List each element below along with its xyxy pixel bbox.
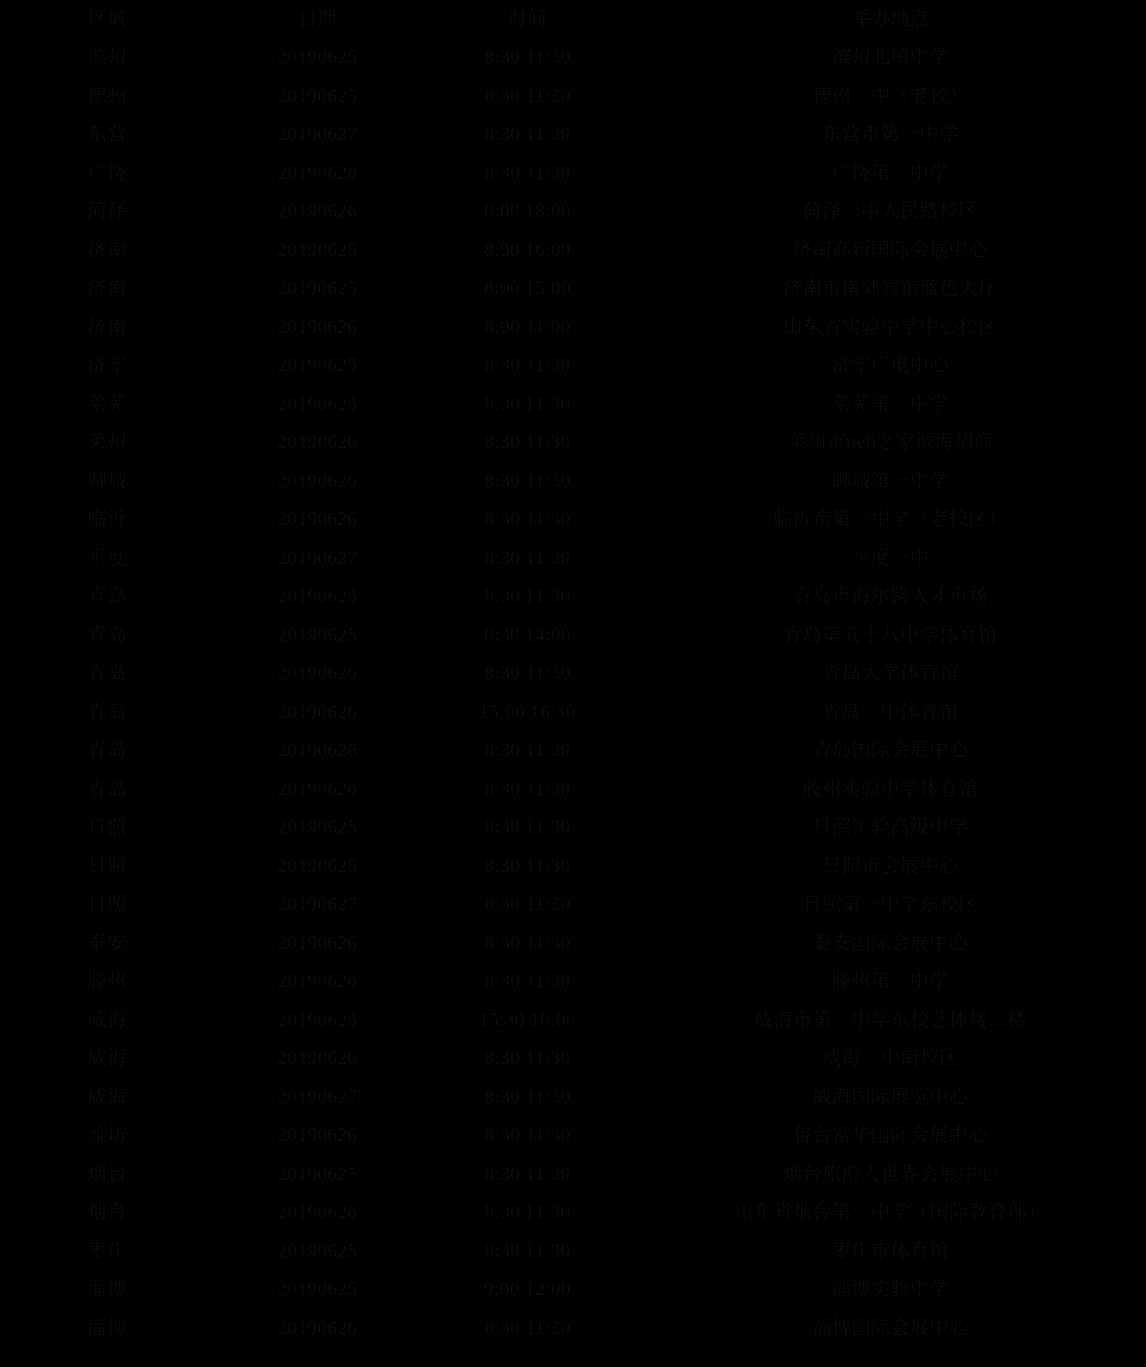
cell-venue: 青岛二中体育馆	[822, 701, 959, 723]
cell-region: 青岛	[87, 778, 128, 800]
cell-date: 20190626	[277, 932, 358, 954]
cell-time: 8:30 11:30	[484, 1202, 571, 1224]
cell-venue: 青岛国际会展中心	[812, 740, 969, 762]
cell-venue: 莱州市ней之家源海招商	[787, 432, 994, 454]
table-row	[0, 501, 1146, 540]
cell-venue: 威海国际展览中心	[812, 1086, 969, 1108]
cell-time: 8:30 11:30	[484, 509, 571, 531]
cell-region: 潍坊	[87, 1125, 128, 1147]
cell-venue: 济南高新国际会展中心	[792, 239, 988, 261]
cell-venue: 济宁广电中心	[831, 355, 949, 377]
cell-region: 滨州	[87, 47, 128, 69]
table-row	[0, 732, 1146, 771]
column-header-venue: 举办地点	[852, 8, 929, 30]
table-row	[0, 39, 1146, 78]
cell-venue: 日照实验高级中学	[812, 817, 969, 839]
cell-region: 济南	[87, 316, 128, 338]
table-row	[0, 539, 1146, 578]
column-header-time: 时间	[508, 8, 547, 30]
cell-time: 8:30 11:30	[484, 855, 571, 877]
cell-region: 青岛	[87, 740, 128, 762]
table-row	[0, 655, 1146, 694]
table-row	[0, 116, 1146, 155]
cell-region: 日照	[87, 817, 128, 839]
cell-venue: 山东省实验中学中心校区	[783, 316, 998, 338]
cell-time: 8:30 11:30	[484, 162, 571, 184]
cell-venue: 胶州实验中学体育馆	[802, 778, 979, 800]
cell-venue: 泰安国际会展中心	[812, 932, 969, 954]
cell-time: 8:30 11:30	[484, 971, 571, 993]
cell-venue: 莱芜第一中学	[831, 393, 949, 415]
cell-region: 泰安	[87, 932, 128, 954]
table-body	[0, 39, 1146, 1348]
cell-time: 8:30 14:00	[484, 624, 571, 646]
cell-date: 20190625	[277, 1163, 358, 1185]
cell-date: 20190626	[277, 1317, 358, 1339]
cell-date: 20190625	[277, 355, 358, 377]
cell-date: 20190628	[277, 162, 358, 184]
cell-date: 20190626	[277, 971, 358, 993]
cell-region: 临沂	[87, 509, 128, 531]
cell-region: 青岛	[87, 586, 128, 608]
cell-date: 20190626	[277, 1048, 358, 1070]
cell-time: 8:00 11:00	[484, 316, 571, 338]
cell-region: 广饶	[87, 162, 128, 184]
cell-date: 20190626	[277, 1125, 358, 1147]
table-row	[0, 1232, 1146, 1271]
cell-venue: 东营市第一中学	[822, 124, 959, 146]
cell-time: 8:00 16:00	[484, 239, 571, 261]
cell-venue: 山东省烟台第一中学（国际教育部）	[734, 1202, 1047, 1224]
cell-venue: 日照市会展中心	[822, 855, 959, 877]
cell-time: 8:30 11:30	[484, 1163, 571, 1185]
cell-region: 烟台	[87, 1163, 128, 1185]
table-row	[0, 270, 1146, 309]
cell-date: 20190626	[277, 509, 358, 531]
cell-time: 8:30 11:30	[484, 47, 571, 69]
cell-date: 20190625	[277, 393, 358, 415]
cell-region: 威海	[87, 1048, 128, 1070]
cell-venue: 威海二中南校区	[822, 1048, 959, 1070]
cell-date: 20190625	[277, 855, 358, 877]
cell-time: 8:30 11:30	[484, 1317, 571, 1339]
cell-date: 20190626	[277, 316, 358, 338]
cell-region: 烟台	[87, 1202, 128, 1224]
cell-date: 20190627	[277, 1086, 358, 1108]
cell-venue: 淄博国际会展中心	[812, 1317, 969, 1339]
table-row	[0, 1155, 1146, 1194]
table-row	[0, 308, 1146, 347]
cell-region: 德州	[87, 85, 128, 107]
cell-time: 15:00 16:30	[479, 701, 576, 723]
table-row	[0, 347, 1146, 386]
table-row	[0, 616, 1146, 655]
cell-venue: 青岛第五十八中学体育馆	[783, 624, 998, 646]
cell-region: 莱州	[87, 432, 128, 454]
cell-region: 济宁	[87, 355, 128, 377]
table-row	[0, 770, 1146, 809]
cell-region: 济南	[87, 239, 128, 261]
cell-date: 20190625	[277, 817, 358, 839]
cell-time: 8:30 11:30	[484, 1240, 571, 1262]
cell-venue: 德州一中（老校）	[812, 85, 969, 107]
cell-venue: 滨州北镇中学	[831, 47, 949, 69]
column-header-region: 区域	[88, 8, 127, 30]
cell-venue: 枣庄市体育馆	[831, 1240, 949, 1262]
cell-region: 淄博	[87, 1279, 128, 1301]
cell-venue: 烟台旅游人世界会展中心	[783, 1163, 998, 1185]
cell-venue: 平度一中	[851, 547, 930, 569]
cell-region: 青岛	[87, 624, 128, 646]
cell-time: 8:00 15:00	[484, 278, 571, 300]
cell-time: 8:30 11:30	[484, 124, 571, 146]
cell-venue: 青岛大学体育馆	[822, 663, 959, 685]
table-header	[0, 0, 1146, 39]
table-row	[0, 1194, 1146, 1233]
table-row	[0, 231, 1146, 270]
cell-venue: 菏泽一中人民路校区	[802, 201, 979, 223]
cell-venue: 鲁台富华国际会展中心	[792, 1125, 988, 1147]
cell-region: 淄博	[87, 1317, 128, 1339]
cell-venue: 日照第一中学东校区	[802, 894, 979, 916]
table-row	[0, 886, 1146, 925]
cell-date: 20190625	[277, 85, 358, 107]
cell-date: 20190626	[277, 740, 358, 762]
table-row	[0, 924, 1146, 963]
cell-time: 8:00 18:00	[484, 201, 571, 223]
cell-time: 8:30 11:30	[484, 663, 571, 685]
cell-time: 8:30 11:30	[484, 1086, 571, 1108]
cell-date: 20190625	[277, 47, 358, 69]
cell-date: 20190625	[277, 624, 358, 646]
table-row	[0, 154, 1146, 193]
cell-time: 8:30 11:30	[484, 817, 571, 839]
table-row	[0, 193, 1146, 232]
cell-time: 8:30 11:30	[484, 470, 571, 492]
cell-venue: 威海市第一中学东校艺体楼二楼	[753, 1009, 1027, 1031]
cell-venue: 淄博实验中学	[831, 1279, 949, 1301]
cell-region: 聊城	[87, 470, 128, 492]
cell-date: 20190626	[277, 201, 358, 223]
cell-date: 20190626	[277, 701, 358, 723]
cell-date: 20190627	[277, 124, 358, 146]
cell-venue: 济南市南郊宾馆蓝色大厅	[783, 278, 998, 300]
cell-time: 8:30 11:30	[484, 586, 571, 608]
cell-date: 20190626	[277, 778, 358, 800]
table-row	[0, 693, 1146, 732]
cell-date: 20190626	[277, 663, 358, 685]
cell-date: 20190627	[277, 894, 358, 916]
cell-time: 8:30 11:30	[484, 740, 571, 762]
table-row	[0, 963, 1146, 1002]
cell-date: 20190626	[277, 1202, 358, 1224]
table-row	[0, 1001, 1146, 1040]
table-row	[0, 385, 1146, 424]
cell-venue: 青岛市海尔路人才市场	[792, 586, 988, 608]
cell-date: 20190625	[277, 1240, 358, 1262]
cell-venue: 滕州第一中学	[831, 971, 949, 993]
cell-venue: 临沂市第一中学（老校区）	[773, 509, 1008, 531]
table-row	[0, 1040, 1146, 1079]
cell-date: 20190625	[277, 1279, 358, 1301]
cell-time: 8:30 11:30	[484, 355, 571, 377]
cell-time: 8:30 11:30	[484, 932, 571, 954]
table-row	[0, 1078, 1146, 1117]
table-row	[0, 809, 1146, 848]
cell-region: 滕州	[87, 971, 128, 993]
table-header-row	[0, 0, 1146, 39]
table-row	[0, 847, 1146, 886]
cell-time: 8:30 11:30	[484, 1048, 571, 1070]
cell-time: 9:00 12:00	[484, 1279, 571, 1301]
column-header-date: 日期	[298, 8, 337, 30]
cell-region: 青岛	[87, 663, 128, 685]
cell-date: 20190625	[277, 239, 358, 261]
cell-region: 济南	[87, 278, 128, 300]
table-row	[0, 462, 1146, 501]
table-row	[0, 1271, 1146, 1310]
cell-region: 日照	[87, 894, 128, 916]
cell-region: 菏泽	[87, 201, 128, 223]
cell-date: 20190626	[277, 432, 358, 454]
cell-date: 20190626	[277, 470, 358, 492]
cell-region: 莱芜	[87, 393, 128, 415]
cell-region: 威海	[87, 1009, 128, 1031]
cell-region: 青岛	[87, 701, 128, 723]
cell-venue: 广饶第一中学	[831, 162, 949, 184]
cell-time: 8:30 11:30	[484, 547, 571, 569]
table-row	[0, 424, 1146, 463]
cell-time: 8:30 11:30	[484, 85, 571, 107]
cell-date: 20190625	[277, 586, 358, 608]
table-row	[0, 1117, 1146, 1156]
cell-region: 东营	[87, 124, 128, 146]
cell-date: 20190625	[277, 1009, 358, 1031]
cell-date: 20190625	[277, 278, 358, 300]
cell-time: 8:30 11:30	[484, 432, 571, 454]
cell-venue: 聊城第一中学	[831, 470, 949, 492]
cell-date: 20190627	[277, 547, 358, 569]
cell-region: 平度	[87, 547, 128, 569]
cell-region: 枣庄	[87, 1240, 128, 1262]
cell-time: 8:30 11:30	[484, 1125, 571, 1147]
cell-region: 日照	[87, 855, 128, 877]
table-row	[0, 578, 1146, 617]
table-row	[0, 77, 1146, 116]
cell-time: 8:30 11:30	[484, 393, 571, 415]
cell-time: 15:30 18:00	[479, 1009, 576, 1031]
table-row	[0, 1309, 1146, 1348]
cell-time: 8:30 11:30	[484, 778, 571, 800]
cell-region: 威海	[87, 1086, 128, 1108]
cell-time: 8:30 11:30	[484, 894, 571, 916]
